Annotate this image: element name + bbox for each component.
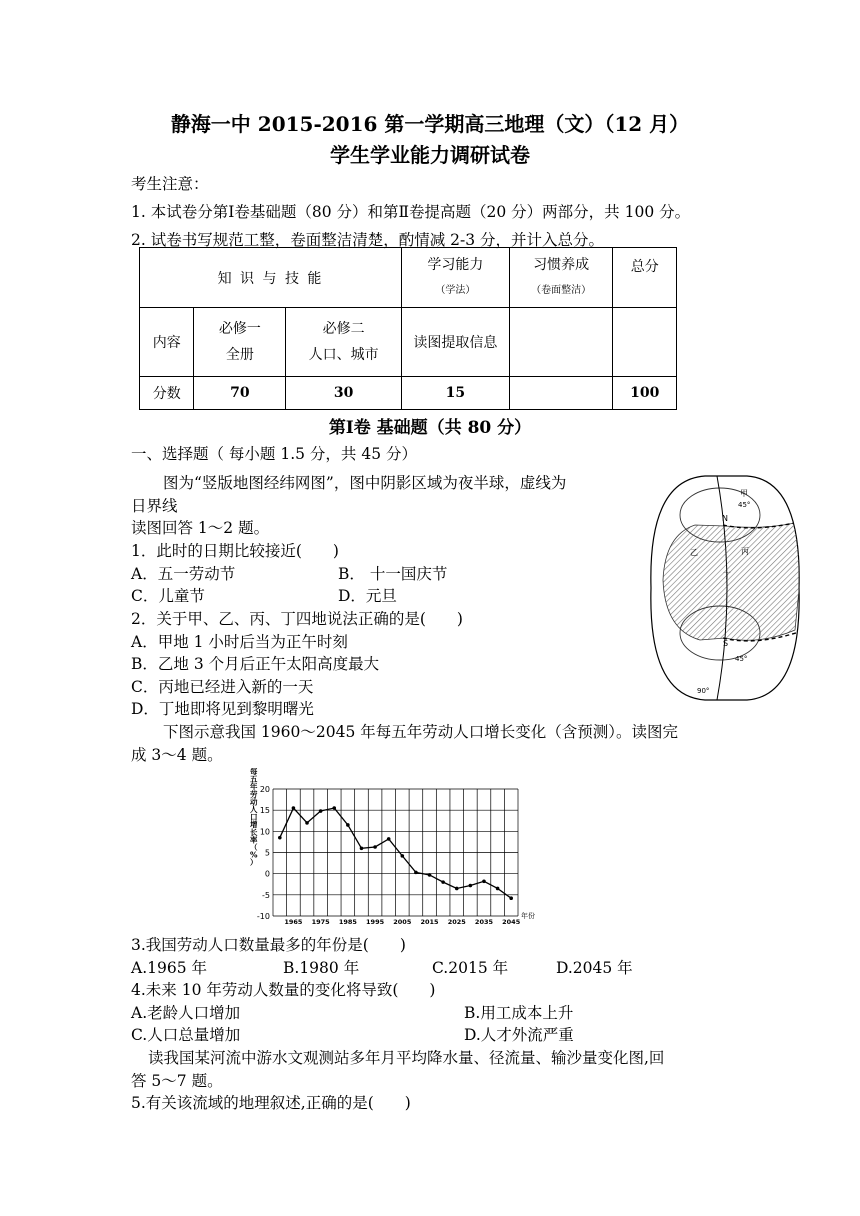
globe-figure bbox=[645, 470, 805, 705]
chart-data-point bbox=[469, 884, 473, 888]
habit-header: 习惯养成 bbox=[533, 256, 590, 273]
labor-growth-chart bbox=[245, 768, 545, 926]
label-yi: 乙 bbox=[690, 548, 698, 557]
chart-y-tick-label: -5 bbox=[262, 890, 270, 900]
label-45n: 45° bbox=[738, 501, 751, 509]
chart-data-point bbox=[414, 871, 418, 875]
label-ding: 丁 bbox=[723, 571, 731, 580]
content-col4 bbox=[509, 308, 613, 377]
chart-x-tick-label: 2005 bbox=[393, 918, 412, 926]
score-total: 100 bbox=[613, 377, 677, 410]
chart-y-tick-label: 0 bbox=[264, 869, 270, 879]
chart-grid bbox=[273, 789, 518, 916]
q5-stem: 5.有关该流域的地理叙述,正确的是( ) bbox=[131, 1094, 411, 1112]
chart-x-tick-label: 2035 bbox=[474, 918, 494, 926]
chart-data-point bbox=[278, 836, 282, 840]
q4-stem: 4.未来 10 年劳动人数量的变化将导致( ) bbox=[131, 981, 436, 999]
label-n: N bbox=[722, 514, 728, 523]
label-90: 90° bbox=[697, 687, 710, 695]
chart-y-tick-label: -10 bbox=[256, 912, 270, 921]
chart-y-label-char: 率 bbox=[250, 835, 258, 845]
notes-item-1: 1. 本试卷分第Ⅰ卷基础题（80 分）和第Ⅱ卷提高题（20 分）两部分，共 100 分。 bbox=[131, 203, 691, 221]
chart-data-point bbox=[305, 821, 309, 825]
chart-y-label-char: 每 bbox=[250, 768, 258, 776]
chart-y-label bbox=[250, 768, 258, 867]
chart-data-point bbox=[373, 845, 377, 849]
chart-data-point bbox=[387, 837, 391, 841]
content-col3: 读图提取信息 bbox=[402, 308, 510, 377]
chart-y-label-char: 动 bbox=[250, 797, 258, 807]
chart-data-point bbox=[346, 823, 350, 827]
chart-data-point bbox=[428, 873, 432, 877]
section-title: 第Ⅰ卷 基础题（共 80 分） bbox=[328, 418, 532, 438]
chart-y-label-char: 人 bbox=[250, 805, 258, 814]
q1-option-d: D．元旦 bbox=[338, 587, 397, 605]
content-col2 bbox=[286, 308, 402, 377]
q4-option-c: C.人口总量增加 bbox=[131, 1026, 241, 1044]
notes-heading: 考生注意： bbox=[131, 175, 209, 193]
habit-header-cell bbox=[509, 248, 613, 308]
col2-line1: 必修二 bbox=[322, 321, 365, 337]
chart-data-point bbox=[509, 896, 513, 900]
chart-x-label: 年份 bbox=[521, 912, 535, 920]
q3-option-c: C.2015 年 bbox=[432, 959, 509, 977]
chart-y-label-char: 长 bbox=[250, 827, 258, 837]
content-col5 bbox=[613, 308, 677, 377]
score-1: 70 bbox=[194, 377, 286, 410]
q4-option-d: D.人才外流严重 bbox=[464, 1026, 574, 1044]
col1-line1: 必修一 bbox=[218, 321, 261, 337]
col2-line2: 人口、城市 bbox=[308, 347, 379, 363]
learning-header: 学习能力 bbox=[427, 256, 484, 273]
chart-y-ticks bbox=[257, 785, 270, 921]
chart-data-point bbox=[292, 806, 296, 810]
chart-data-point bbox=[482, 879, 486, 883]
label-bing: 丙 bbox=[741, 547, 749, 556]
chart-y-label-char: 增 bbox=[250, 820, 258, 830]
q2-option-d: D．丁地即将见到黎明曙光 bbox=[131, 700, 314, 718]
content-label: 内容 bbox=[140, 308, 194, 377]
part-title: 一、选择题（ 每小题 1.5 分，共 45 分） bbox=[131, 445, 418, 463]
chart-x-tick-label: 2045 bbox=[502, 918, 521, 926]
q5-7-intro-2: 答 5～7 题。 bbox=[131, 1072, 223, 1090]
q4-option-a: A.老龄人口增加 bbox=[131, 1004, 241, 1022]
col1-line2: 全册 bbox=[225, 347, 254, 363]
q4-option-b: B.用工成本上升 bbox=[464, 1004, 574, 1022]
q3-option-a: A.1965 年 bbox=[131, 959, 207, 977]
chart-x-tick-label: 1995 bbox=[366, 918, 385, 926]
label-45s: 45° bbox=[735, 655, 748, 663]
chart-y-label-char: 口 bbox=[250, 812, 258, 822]
chart-data-point bbox=[332, 806, 336, 810]
q2-stem: 2．关于甲、乙、丙、丁四地说法正确的是( ) bbox=[131, 610, 463, 628]
chart-data-point bbox=[496, 887, 500, 891]
score-4 bbox=[509, 377, 613, 410]
content-col1 bbox=[194, 308, 286, 377]
q3-option-d: D.2045 年 bbox=[556, 959, 633, 977]
page-title: 静海一中 2015-2016 第一学期高三地理（文）（12 月） bbox=[170, 112, 690, 136]
q1-2-intro-3: 读图回答 1～2 题。 bbox=[131, 519, 270, 537]
score-table bbox=[139, 247, 677, 410]
chart-x-ticks bbox=[284, 918, 520, 926]
chart-data-point bbox=[441, 880, 445, 884]
q1-2-intro: 图为“竖版地图经纬网图”，图中阴影区域为夜半球，虚线为 bbox=[163, 474, 567, 492]
chart-x-tick-label: 1965 bbox=[284, 918, 303, 926]
q1-option-c: C．儿童节 bbox=[131, 587, 205, 605]
learning-header-cell bbox=[402, 248, 510, 308]
label-s: S bbox=[723, 639, 729, 648]
chart-y-label-char: 五 bbox=[250, 774, 258, 784]
chart-x-tick-label: 2025 bbox=[447, 918, 466, 926]
q2-option-b: B．乙地 3 个月后正午太阳高度最大 bbox=[131, 655, 380, 673]
chart-y-tick-label: 15 bbox=[259, 806, 270, 816]
knowledge-header: 知 识 与 技 能 bbox=[140, 248, 402, 308]
chart-x-tick-label: 1985 bbox=[338, 918, 357, 926]
q3-stem: 3.我国劳动人口数量最多的年份是( ) bbox=[131, 936, 406, 954]
total-header: 总分 bbox=[613, 248, 677, 308]
q2-option-c: C．丙地已经进入新的一天 bbox=[131, 678, 314, 696]
chart-y-tick-label: 10 bbox=[259, 827, 270, 837]
q3-4-intro-2: 成 3～4 题。 bbox=[131, 746, 223, 764]
chart-y-label-char: ） bbox=[250, 858, 258, 868]
q2-option-a: A．甲地 1 小时后当为正午时刻 bbox=[131, 633, 348, 651]
q1-option-a: A．五一劳动节 bbox=[131, 565, 236, 583]
q3-option-b: B.1980 年 bbox=[283, 959, 360, 977]
chart-data-point bbox=[319, 809, 323, 813]
page-subtitle: 学生学业能力调研试卷 bbox=[330, 143, 530, 167]
chart-y-label-char: % bbox=[250, 850, 258, 860]
label-jia: 甲 bbox=[740, 489, 748, 498]
score-label: 分数 bbox=[140, 377, 194, 410]
q1-stem: 1．此时的日期比较接近( ) bbox=[131, 542, 339, 560]
q1-option-b: B． 十一国庆节 bbox=[338, 565, 448, 583]
chart-x-tick-label: 2015 bbox=[420, 918, 439, 926]
score-3: 15 bbox=[402, 377, 510, 410]
chart-x-tick-label: 1975 bbox=[311, 918, 330, 926]
habit-sub: （卷面整洁） bbox=[531, 284, 592, 296]
chart-y-tick-label: 20 bbox=[259, 785, 270, 794]
chart-y-label-char: 年 bbox=[250, 782, 258, 792]
chart-y-label-char: （ bbox=[250, 843, 258, 852]
learning-sub: （学法） bbox=[435, 284, 476, 296]
chart-y-label-char: 劳 bbox=[250, 789, 258, 799]
notes-item-2: 2. 试卷书写规范工整，卷面整洁清楚，酌情减 2-3 分，并计入总分。 bbox=[131, 231, 605, 249]
chart-data-point bbox=[401, 854, 405, 858]
score-2: 30 bbox=[286, 377, 402, 410]
chart-data-point bbox=[455, 887, 459, 891]
chart-y-tick-label: 5 bbox=[264, 848, 270, 858]
q1-2-intro-2: 日界线 bbox=[131, 497, 178, 515]
q5-7-intro: 读我国某河流中游水文观测站多年月平均降水量、径流量、输沙量变化图,回 bbox=[148, 1049, 665, 1067]
chart-data-point bbox=[360, 846, 364, 850]
q3-4-intro: 下图示意我国 1960～2045 年每五年劳动人口增长变化（含预测）。读图完 bbox=[163, 723, 678, 741]
